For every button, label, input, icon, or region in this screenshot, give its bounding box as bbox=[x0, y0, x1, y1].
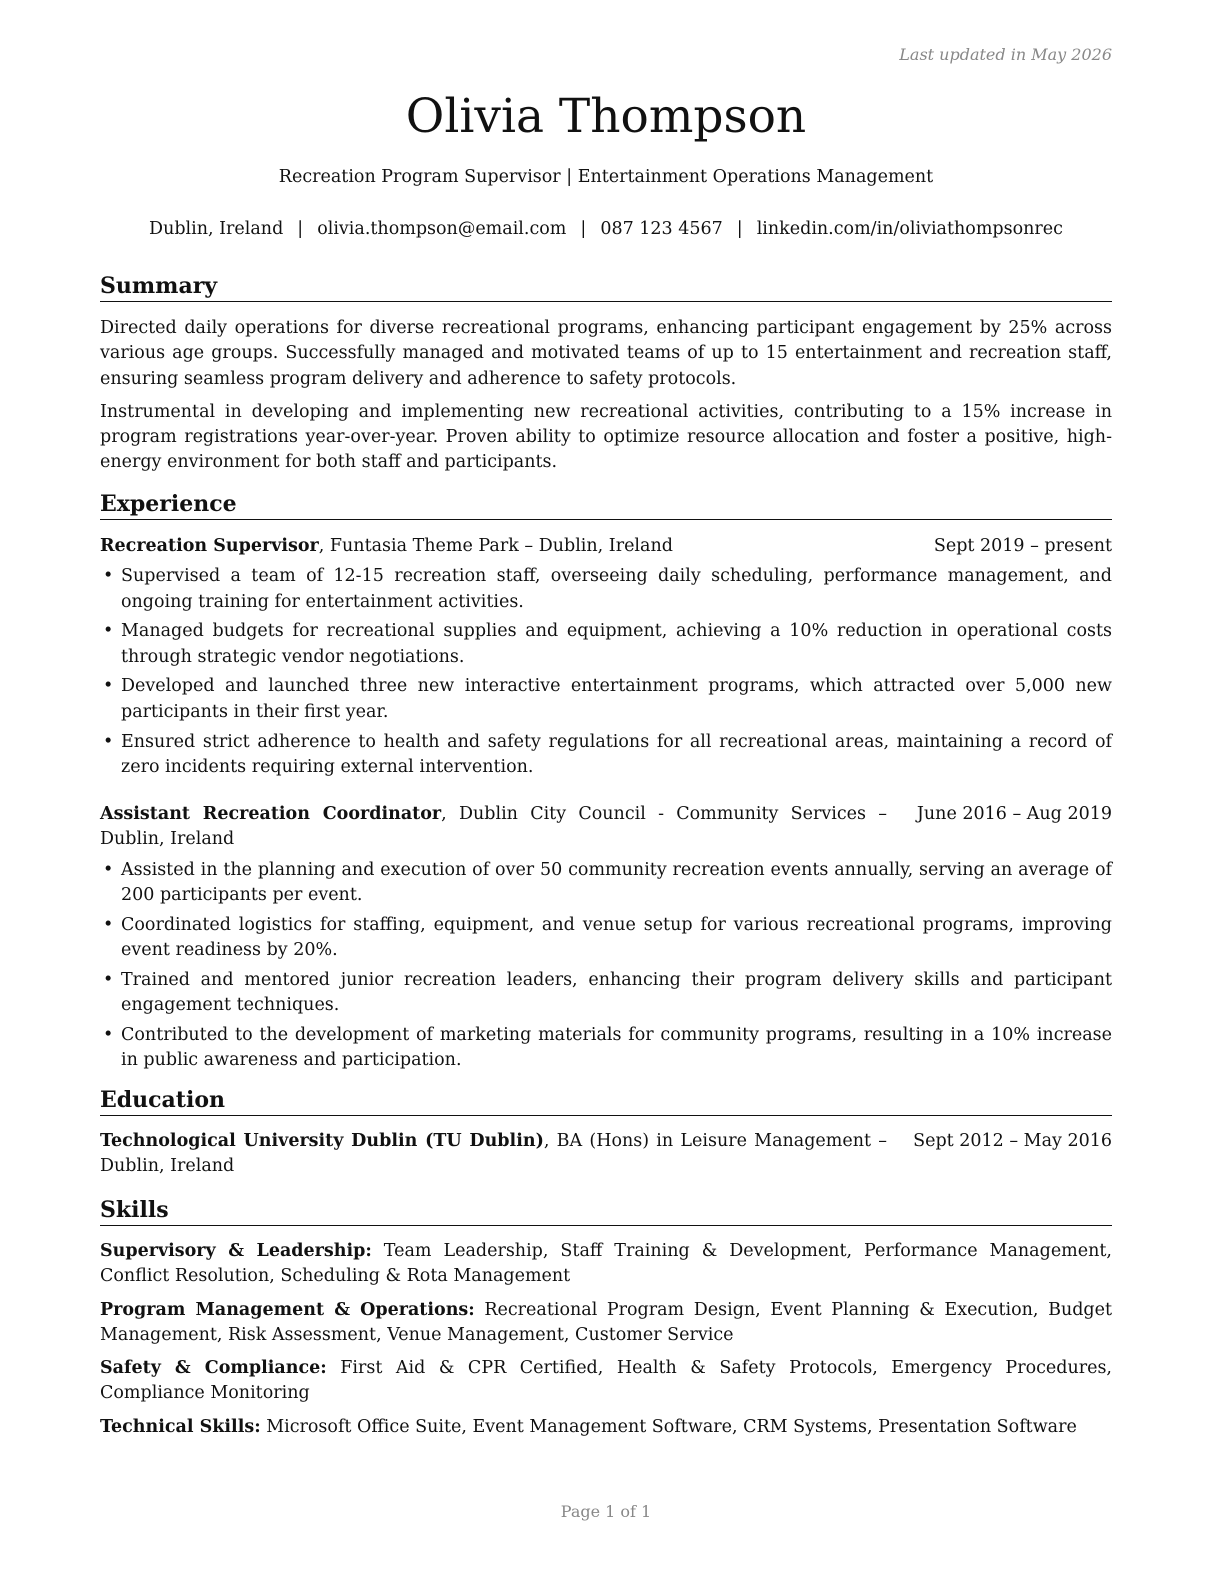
list-item: • Managed budgets for recreational supplies and equipment, achieving a 10% reduction in operational costs through strategic vendor negotiations. bbox=[103, 621, 1112, 667]
candidate-name: Olivia Thompson bbox=[405, 89, 807, 144]
job-bullets bbox=[100, 858, 1112, 1074]
experience-heading: Experience bbox=[100, 490, 1112, 520]
contact-separator: | bbox=[736, 219, 743, 239]
list-item: • Contributed to the development of marketing materials for community programs, resulting in a 10% increase in public awareness and participation. bbox=[103, 1025, 1112, 1071]
page-number: Page 1 of 1 bbox=[560, 1502, 652, 1521]
contact-separator: | bbox=[297, 219, 304, 239]
list-item: • Developed and launched three new interactive entertainment programs, which attracted over 5,000 new participants in their first year. bbox=[103, 676, 1112, 722]
bullet-icon: • bbox=[103, 969, 114, 990]
bullet-icon: • bbox=[103, 1025, 114, 1046]
contact-phone[interactable]: 087 123 4567 bbox=[600, 219, 723, 239]
education-heading: Education bbox=[100, 1086, 1112, 1116]
education-section bbox=[100, 1086, 1112, 1180]
skill-group-label: Technical Skills: bbox=[100, 1416, 261, 1437]
skill-group-label: Safety & Compliance: bbox=[100, 1358, 327, 1379]
summary-paragraph: Instrumental in developing and implementing new recreational activities, contributing to a 15% increase in program registrations year-over-year. Proven ability to optimize resource allocation and foster a positive, high-energy environment for both staff and participants. bbox=[100, 401, 1112, 473]
job-role: Assistant Recreation Coordinator bbox=[100, 804, 442, 825]
bullet-icon: • bbox=[103, 731, 114, 752]
list-item: • Supervised a team of 12-15 recreation staff, overseeing daily scheduling, performance management, and ongoing training for entertainment activities. bbox=[103, 566, 1112, 612]
summary-section bbox=[100, 272, 1112, 476]
job-dates: June 2016 – Aug 2019 bbox=[916, 804, 1112, 825]
headline: Recreation Program Supervisor | Entertainment Operations Management bbox=[278, 167, 934, 187]
job-header bbox=[100, 802, 1112, 853]
skill-group-items: Team Leadership, Staff Training & Development, Performance Management, Conflict Resolution, Scheduling & Rota Management bbox=[100, 1241, 1112, 1287]
skill-group bbox=[100, 1298, 1112, 1349]
contact-email[interactable]: olivia.thompson@email.com bbox=[317, 219, 567, 239]
skill-group bbox=[100, 1239, 1112, 1290]
contact-separator: | bbox=[580, 219, 587, 239]
resume-page bbox=[100, 0, 1112, 1584]
bullet-icon: • bbox=[103, 859, 114, 880]
job-header bbox=[100, 534, 1112, 559]
skill-group bbox=[100, 1415, 1112, 1440]
skill-group-items: Microsoft Office Suite, Event Management Software, CRM Systems, Presentation Software bbox=[260, 1416, 1077, 1437]
job-organization: , Dublin City Council - Community Services – Dublin, Ireland bbox=[100, 804, 887, 850]
bullet-icon: • bbox=[103, 914, 114, 935]
experience-section bbox=[100, 490, 1112, 1074]
skill-group-items: First Aid & CPR Certified, Health & Safety Protocols, Emergency Procedures, Compliance Monitoring bbox=[100, 1358, 1112, 1404]
degree-detail: , BA (Hons) in Leisure Management – Dublin, Ireland bbox=[100, 1131, 888, 1177]
skill-group bbox=[100, 1356, 1112, 1407]
skills-heading: Skills bbox=[100, 1196, 1112, 1226]
skill-group-items: Recreational Program Design, Event Planning & Execution, Budget Management, Risk Assessment, Venue Management, Customer Service bbox=[100, 1299, 1113, 1345]
school-name: Technological University Dublin (TU Dublin) bbox=[100, 1131, 544, 1151]
skill-group-label: Program Management & Operations: bbox=[100, 1299, 475, 1320]
contact-location: Dublin, Ireland bbox=[149, 219, 284, 239]
job-organization: , Funtasia Theme Park – Dublin, Ireland bbox=[318, 536, 673, 556]
bullet-icon: • bbox=[103, 621, 114, 642]
job-bullets bbox=[100, 564, 1112, 780]
skill-group-label: Supervisory & Leadership: bbox=[100, 1241, 372, 1261]
list-item: • Assisted in the planning and execution of over 50 community recreation events annually, serving an average of 200 participants per event. bbox=[103, 859, 1112, 906]
skills-section bbox=[100, 1196, 1112, 1440]
list-item: • Coordinated logistics for staffing, equipment, and venue setup for various recreational programs, improving event readiness by 20%. bbox=[103, 914, 1112, 961]
education-dates: Sept 2012 – May 2016 bbox=[913, 1131, 1112, 1151]
job-role: Recreation Supervisor bbox=[100, 536, 319, 556]
contact-line bbox=[100, 219, 1112, 239]
education-entry bbox=[100, 1129, 1112, 1180]
job-dates: Sept 2019 – present bbox=[933, 536, 1112, 556]
list-item: • Trained and mentored junior recreation leaders, enhancing their program delivery skills and participant engagement techniques. bbox=[103, 969, 1112, 1016]
contact-linkedin[interactable]: linkedin.com/in/oliviathompsonrec bbox=[756, 219, 1063, 239]
summary-paragraph: Directed daily operations for diverse recreational programs, enhancing participant engagement by 25% across various age groups. Successfully managed and motivated teams of up to 15 entertainment and recreation staff, ensuring seamless program delivery and adherence to safety protocols. bbox=[100, 318, 1112, 389]
bullet-icon: • bbox=[103, 676, 114, 697]
last-updated-note: Last updated in May 2026 bbox=[899, 45, 1112, 64]
list-item: • Ensured strict adherence to health and safety regulations for all recreational areas, maintaining a record of zero incidents requiring external intervention. bbox=[103, 731, 1112, 777]
summary-heading: Summary bbox=[100, 272, 1112, 302]
bullet-icon: • bbox=[103, 566, 114, 587]
